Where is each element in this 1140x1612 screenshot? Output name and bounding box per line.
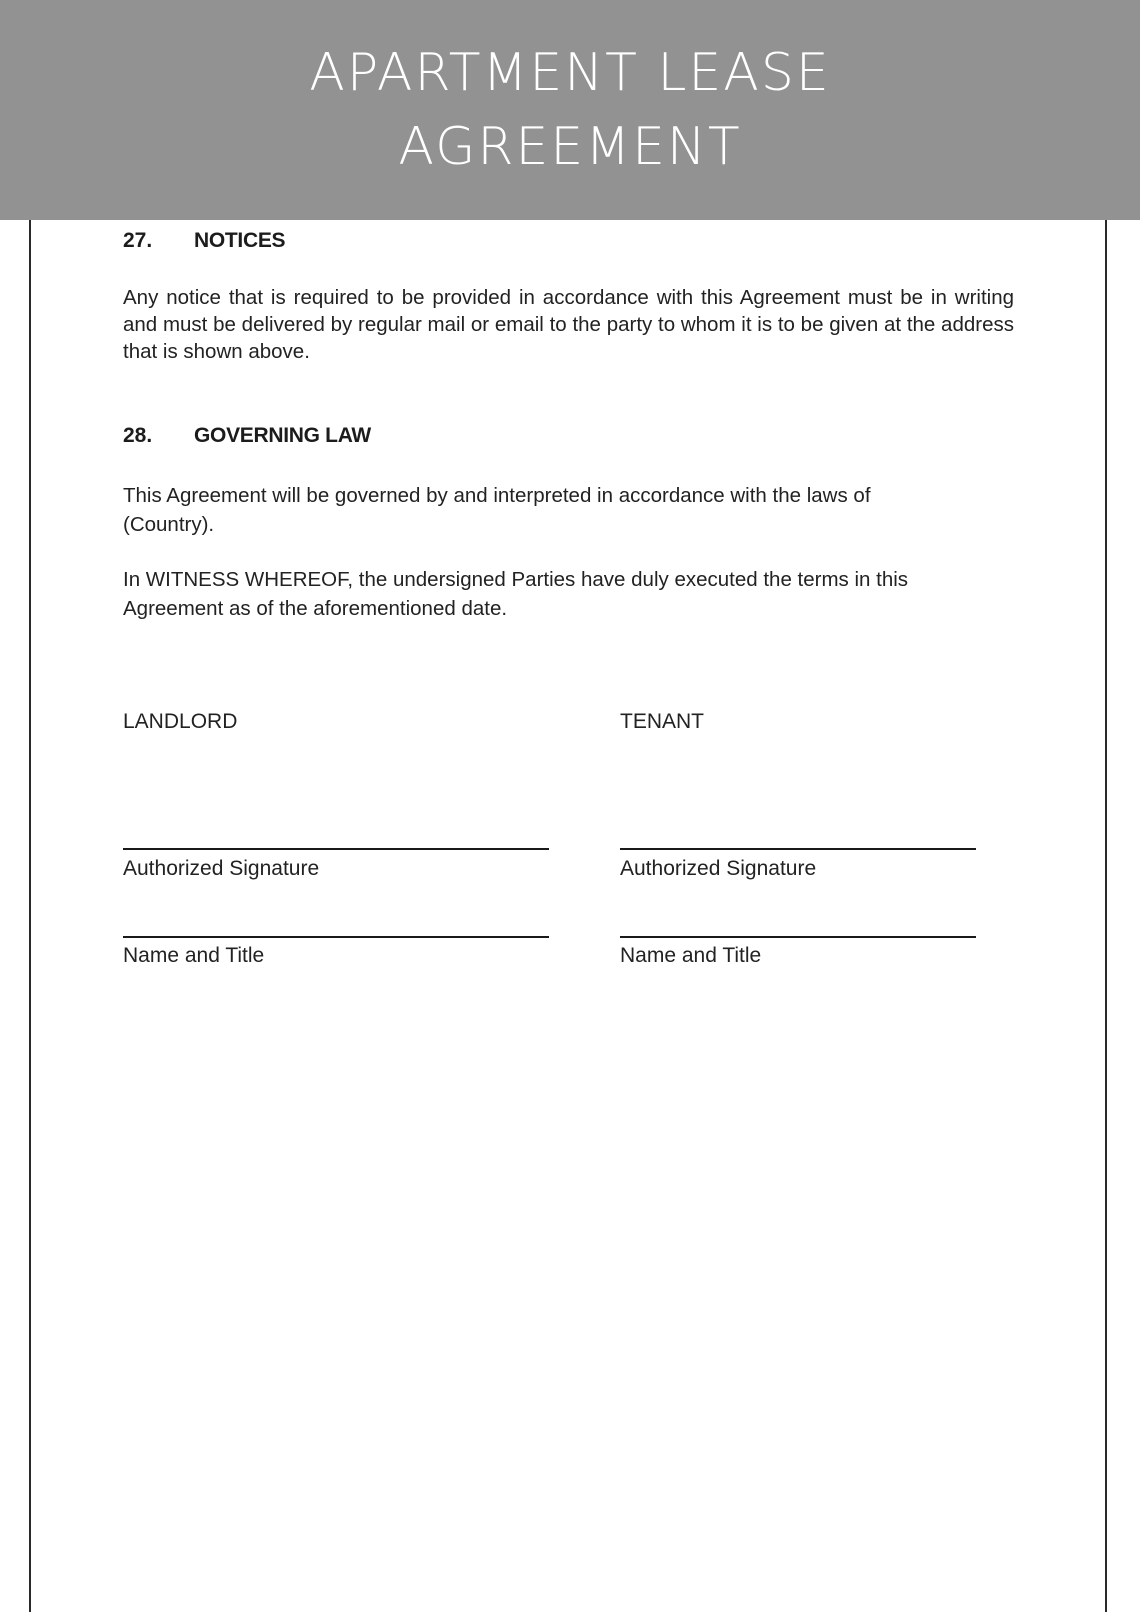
- notices-paragraph: Any notice that is required to be provided in accordance with this Agreement must be in writing and must be delivered by regular mail or email to the party to whom it is to be given at the address that is shown above.: [123, 286, 1014, 363]
- section-number: 28.: [123, 424, 153, 447]
- banner-title-line-2: AGREEMENT: [398, 117, 742, 177]
- title-banner: [0, 0, 1140, 220]
- section-title: NOTICES: [194, 229, 286, 252]
- section-heading-governing-law: [123, 424, 371, 448]
- landlord-signature-line: [123, 848, 549, 850]
- landlord-label: LANDLORD: [123, 710, 238, 733]
- page-border-right: [1105, 220, 1107, 1612]
- tenant-label: TENANT: [620, 710, 704, 733]
- section-title: GOVERNING LAW: [194, 424, 371, 447]
- section-number: 27.: [123, 229, 153, 252]
- tenant-signature-caption: Authorized Signature: [620, 857, 817, 880]
- tenant-signature-line: [620, 848, 976, 850]
- landlord-signature-caption: Authorized Signature: [123, 857, 320, 880]
- page-border-left: [29, 220, 31, 1612]
- landlord-name-line: [123, 936, 549, 938]
- governing-law-paragraph: This Agreement will be governed by and interpreted in accordance with the laws of (Country).: [123, 484, 871, 536]
- landlord-name-caption: Name and Title: [123, 944, 265, 967]
- section-heading-notices: [123, 229, 285, 253]
- banner-title-line-1: APARTMENT LEASE: [309, 43, 831, 103]
- witness-paragraph: In WITNESS WHEREOF, the undersigned Parties have duly executed the terms in this Agreement as of the aforementioned date.: [123, 568, 909, 620]
- tenant-name-line: [620, 936, 976, 938]
- tenant-name-caption: Name and Title: [620, 944, 762, 967]
